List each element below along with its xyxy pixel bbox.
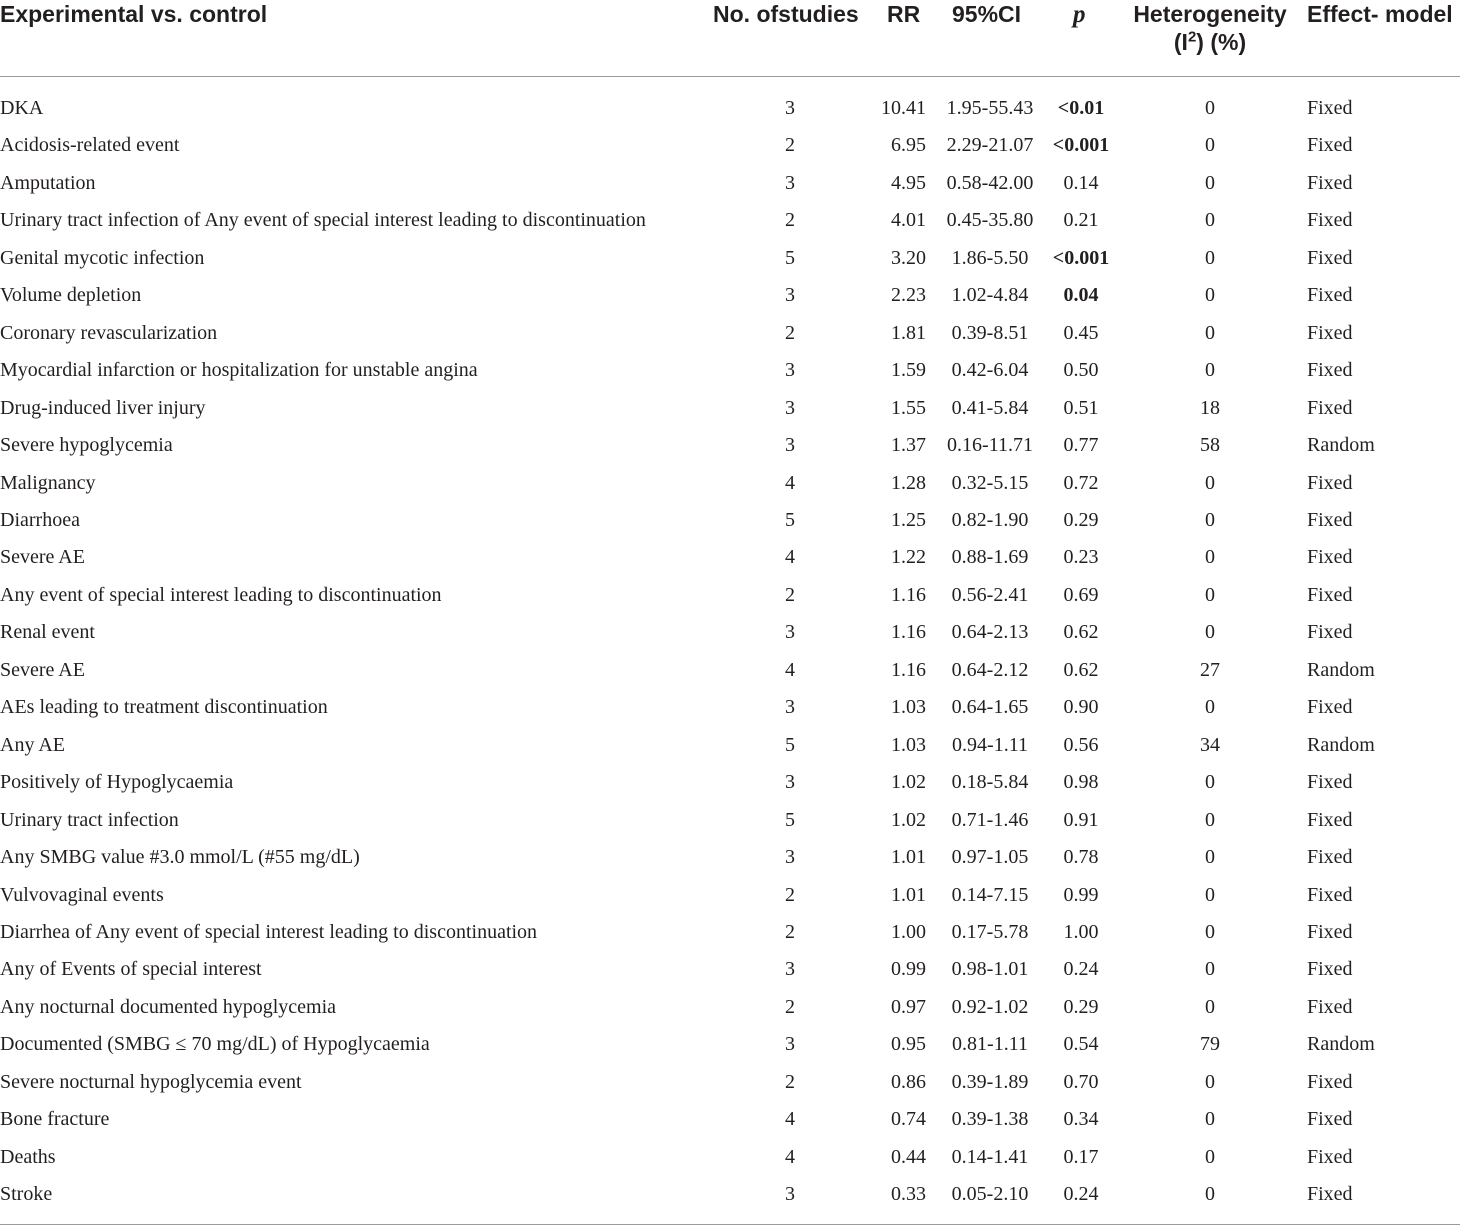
row-heterogeneity: 0 [1205, 696, 1215, 719]
row-studies: 3 [785, 621, 795, 644]
row-model: Fixed [1307, 546, 1353, 569]
row-ci: 0.32-5.15 [951, 471, 1029, 494]
row-heterogeneity: 18 [1200, 396, 1220, 419]
table-row [0, 358, 1460, 395]
row-p: 0.62 [1063, 621, 1099, 644]
table-row [0, 620, 1460, 657]
table-row [0, 770, 1460, 807]
row-studies: 5 [785, 733, 795, 756]
row-studies: 2 [785, 583, 795, 606]
row-ci: 0.58-42.00 [946, 171, 1034, 194]
row-model: Fixed [1307, 995, 1353, 1018]
row-studies: 3 [785, 434, 795, 457]
row-comparison: Renal event [0, 621, 95, 644]
row-comparison: Genital mycotic infection [0, 246, 205, 269]
row-model: Fixed [1307, 471, 1353, 494]
table-row [0, 396, 1460, 433]
row-studies: 2 [785, 995, 795, 1018]
table-row [0, 246, 1460, 283]
row-model: Fixed [1307, 920, 1353, 943]
row-ci: 0.39-1.89 [951, 1070, 1029, 1093]
row-studies: 4 [785, 471, 795, 494]
row-ci: 0.14-7.15 [951, 883, 1029, 906]
row-studies: 3 [785, 696, 795, 719]
row-heterogeneity: 0 [1205, 546, 1215, 569]
row-comparison: Any event of special interest leading to discontinuation [0, 583, 442, 606]
row-ci: 0.64-1.65 [951, 696, 1029, 719]
row-heterogeneity: 0 [1205, 1183, 1215, 1206]
row-model: Fixed [1307, 696, 1353, 719]
row-ci: 0.56-2.41 [951, 583, 1029, 606]
table-row [0, 1070, 1460, 1107]
row-comparison: Severe nocturnal hypoglycemia event [0, 1070, 302, 1093]
row-ci: 0.92-1.02 [951, 995, 1029, 1018]
row-ci: 1.86-5.50 [951, 246, 1029, 269]
row-p: 0.78 [1063, 846, 1099, 868]
row-p: 0.70 [1063, 1070, 1099, 1093]
row-p: 0.21 [1063, 209, 1099, 232]
row-rr: 6.95 [891, 134, 926, 157]
row-studies: 2 [785, 134, 795, 157]
header-heterogeneity [1128, 0, 1292, 56]
row-rr: 1.28 [891, 471, 926, 494]
row-model: Fixed [1307, 359, 1353, 382]
table-row [0, 171, 1460, 208]
row-comparison: DKA [0, 97, 44, 119]
table-row [0, 133, 1460, 170]
row-rr: 0.97 [891, 995, 926, 1018]
row-ci: 0.64-2.12 [951, 658, 1029, 681]
row-p: 0.56 [1063, 733, 1099, 756]
table-row [0, 208, 1460, 245]
row-p: 0.14 [1063, 171, 1099, 194]
header-model: Effect- model [1307, 1, 1453, 27]
row-ci: 0.39-8.51 [951, 321, 1029, 344]
table-row [0, 1182, 1460, 1219]
row-comparison: Acidosis-related event [0, 134, 180, 157]
row-rr: 10.41 [881, 97, 926, 119]
table-row [0, 508, 1460, 545]
row-rr: 1.01 [891, 846, 926, 868]
row-heterogeneity: 0 [1205, 846, 1215, 868]
row-p: 0.45 [1063, 321, 1099, 344]
row-comparison: Any SMBG value #3.0 mmol/L (#55 mg/dL) [0, 846, 360, 868]
row-heterogeneity: 0 [1205, 995, 1215, 1018]
row-studies: 3 [785, 846, 795, 868]
table-row [0, 658, 1460, 695]
row-heterogeneity: 0 [1205, 808, 1215, 831]
row-studies: 2 [785, 1070, 795, 1093]
row-rr: 2.23 [891, 284, 926, 307]
row-comparison: Diarrhea of Any event of special interest leading to discontinuation [0, 920, 538, 943]
row-comparison: Diarrhoea [0, 509, 80, 531]
header-studies: No. ofstudies [713, 1, 859, 27]
row-model: Fixed [1307, 246, 1353, 269]
row-model: Fixed [1307, 97, 1353, 119]
row-rr: 1.03 [891, 696, 926, 719]
row-ci: 0.41-5.84 [951, 396, 1029, 419]
row-ci: 0.97-1.05 [951, 846, 1029, 868]
row-rr: 4.95 [891, 171, 926, 194]
row-heterogeneity: 0 [1205, 321, 1215, 344]
row-heterogeneity: 0 [1205, 621, 1215, 644]
row-studies: 3 [785, 359, 795, 382]
row-heterogeneity: 0 [1205, 771, 1215, 794]
row-ci: 0.17-5.78 [951, 920, 1029, 943]
table-row [0, 471, 1460, 508]
row-model: Fixed [1307, 883, 1353, 906]
row-p: 0.24 [1063, 1183, 1099, 1206]
row-comparison: Malignancy [0, 471, 96, 494]
table-row [0, 957, 1460, 994]
row-p: 0.98 [1063, 771, 1099, 794]
row-heterogeneity: 0 [1205, 1070, 1215, 1093]
row-rr: 3.20 [891, 246, 926, 269]
row-model: Fixed [1307, 396, 1353, 419]
row-comparison: Urinary tract infection of Any event of special interest leading to discontinuation [0, 209, 646, 232]
row-comparison: Positively of Hypoglycaemia [0, 771, 234, 794]
row-p: 0.72 [1063, 471, 1099, 494]
row-studies: 2 [785, 920, 795, 943]
row-p: 0.04 [1063, 284, 1099, 307]
row-rr: 1.00 [891, 920, 926, 943]
row-p: 0.29 [1063, 995, 1099, 1018]
table-row [0, 733, 1460, 770]
table-row [0, 583, 1460, 620]
row-comparison: Amputation [0, 171, 96, 194]
table-row [0, 283, 1460, 320]
row-ci: 0.16-11.71 [947, 434, 1033, 457]
row-studies: 5 [785, 246, 795, 269]
header-rule [0, 76, 1460, 77]
table-row [0, 883, 1460, 920]
row-rr: 0.33 [891, 1183, 926, 1206]
row-studies: 3 [785, 284, 795, 307]
row-ci: 0.81-1.11 [952, 1033, 1028, 1056]
row-rr: 1.02 [891, 808, 926, 831]
table-row [0, 845, 1460, 882]
row-model: Fixed [1307, 583, 1353, 606]
row-rr: 1.16 [891, 583, 926, 606]
table-row [0, 920, 1460, 957]
row-studies: 2 [785, 209, 795, 232]
row-p: 0.54 [1063, 1033, 1099, 1056]
row-ci: 0.45-35.80 [946, 209, 1034, 232]
row-model: Random [1307, 1033, 1375, 1056]
row-rr: 1.01 [891, 883, 926, 906]
row-p: 1.00 [1063, 920, 1099, 943]
row-studies: 2 [785, 883, 795, 906]
row-rr: 1.59 [891, 359, 926, 382]
row-heterogeneity: 0 [1205, 883, 1215, 906]
row-rr: 1.16 [891, 621, 926, 644]
row-heterogeneity: 79 [1200, 1033, 1220, 1056]
row-ci: 0.39-1.38 [951, 1108, 1029, 1131]
row-studies: 4 [785, 1108, 795, 1131]
row-model: Fixed [1307, 621, 1353, 644]
row-model: Fixed [1307, 171, 1353, 194]
row-studies: 4 [785, 546, 795, 569]
row-ci: 1.95-55.43 [946, 97, 1034, 119]
row-model: Fixed [1307, 1070, 1353, 1093]
row-rr: 1.55 [891, 396, 926, 419]
row-ci: 0.88-1.69 [951, 546, 1029, 569]
row-studies: 5 [785, 808, 795, 831]
row-heterogeneity: 0 [1205, 171, 1215, 194]
row-rr: 1.16 [891, 658, 926, 681]
row-p: 0.34 [1063, 1108, 1099, 1131]
row-comparison: Stroke [0, 1183, 53, 1206]
row-comparison: Coronary revascularization [0, 321, 218, 344]
row-studies: 3 [785, 171, 795, 194]
row-heterogeneity: 0 [1205, 958, 1215, 981]
row-comparison: Volume depletion [0, 284, 142, 307]
row-model: Random [1307, 658, 1375, 681]
row-comparison: Any nocturnal documented hypoglycemia [0, 995, 337, 1018]
header-heterogeneity-line1: Heterogeneity [1133, 1, 1287, 27]
row-p: 0.23 [1063, 546, 1099, 569]
row-rr: 0.86 [891, 1070, 926, 1093]
table-row [0, 1032, 1460, 1069]
row-comparison: Severe AE [0, 546, 85, 569]
row-comparison: Severe hypoglycemia [0, 434, 173, 457]
row-heterogeneity: 0 [1205, 583, 1215, 606]
row-heterogeneity: 0 [1205, 97, 1215, 119]
row-p: 0.29 [1063, 509, 1099, 531]
row-p: 0.91 [1063, 808, 1099, 831]
row-rr: 1.81 [891, 321, 926, 344]
header-p [1073, 0, 1086, 29]
row-p: 0.17 [1063, 1145, 1099, 1168]
row-heterogeneity: 0 [1205, 284, 1215, 307]
row-p: 0.50 [1063, 359, 1099, 382]
row-p: 0.69 [1063, 583, 1099, 606]
row-studies: 4 [785, 658, 795, 681]
header-comparison: Experimental vs. control [0, 1, 268, 27]
row-studies: 3 [785, 771, 795, 794]
row-p: 0.99 [1063, 883, 1099, 906]
row-model: Fixed [1307, 1183, 1353, 1206]
table-row [0, 995, 1460, 1032]
row-comparison: Urinary tract infection [0, 808, 179, 831]
row-comparison: Drug-induced liver injury [0, 396, 206, 419]
row-model: Fixed [1307, 846, 1353, 868]
table-row [0, 433, 1460, 470]
header-ci: 95%CI [952, 1, 1022, 27]
row-model: Fixed [1307, 958, 1353, 981]
row-comparison: AEs leading to treatment discontinuation [0, 696, 328, 719]
row-model: Random [1307, 434, 1375, 457]
row-ci: 0.42-6.04 [951, 359, 1029, 382]
row-heterogeneity: 34 [1200, 733, 1220, 756]
row-model: Fixed [1307, 134, 1353, 157]
row-heterogeneity: 0 [1205, 509, 1215, 531]
row-studies: 3 [785, 97, 795, 119]
row-p: 0.90 [1063, 696, 1099, 719]
row-p: <0.01 [1057, 97, 1105, 119]
row-p: 0.62 [1063, 658, 1099, 681]
row-rr: 0.44 [891, 1145, 926, 1168]
row-rr: 0.74 [891, 1108, 926, 1131]
header-p-text: p [1073, 1, 1086, 28]
row-comparison: Severe AE [0, 658, 85, 681]
table-row [0, 808, 1460, 845]
row-rr: 1.37 [891, 434, 926, 457]
table-row [0, 1145, 1460, 1182]
row-heterogeneity: 58 [1200, 434, 1220, 457]
row-model: Fixed [1307, 771, 1353, 794]
row-comparison: Myocardial infarction or hospitalization for unstable angina [0, 359, 478, 382]
row-ci: 0.64-2.13 [951, 621, 1029, 644]
row-studies: 5 [785, 509, 795, 531]
row-p: <0.001 [1052, 134, 1110, 157]
table-row [0, 545, 1460, 582]
row-studies: 2 [785, 321, 795, 344]
row-model: Fixed [1307, 284, 1353, 307]
row-heterogeneity: 0 [1205, 209, 1215, 232]
row-model: Fixed [1307, 1108, 1353, 1131]
row-ci: 0.98-1.01 [951, 958, 1029, 981]
row-rr: 1.22 [891, 546, 926, 569]
row-comparison: Vulvovaginal events [0, 883, 164, 906]
row-heterogeneity: 0 [1205, 1145, 1215, 1168]
row-ci: 0.05-2.10 [951, 1183, 1029, 1206]
row-heterogeneity: 27 [1200, 658, 1220, 681]
row-model: Fixed [1307, 1145, 1353, 1168]
row-heterogeneity: 0 [1205, 246, 1215, 269]
row-comparison: Documented (SMBG ≤ 70 mg/dL) of Hypoglycaemia [0, 1033, 430, 1056]
row-comparison: Bone fracture [0, 1108, 110, 1131]
row-ci: 2.29-21.07 [946, 134, 1034, 157]
row-p: 0.77 [1063, 434, 1099, 457]
table-row [0, 695, 1460, 732]
row-studies: 3 [785, 1033, 795, 1056]
row-rr: 1.25 [891, 509, 926, 531]
row-comparison: Deaths [0, 1145, 56, 1168]
header-heterogeneity-line2: $(I^2)$ (%) [1173, 28, 1247, 55]
row-rr: 0.95 [891, 1033, 926, 1056]
row-comparison: Any AE [0, 733, 65, 756]
row-ci: 0.94-1.11 [952, 733, 1028, 756]
row-model: Fixed [1307, 808, 1353, 831]
row-studies: 4 [785, 1145, 795, 1168]
row-model: Fixed [1307, 509, 1353, 531]
row-model: Random [1307, 733, 1375, 756]
row-p: <0.001 [1052, 246, 1110, 269]
row-ci: 1.02-4.84 [951, 284, 1029, 307]
row-rr: 1.02 [891, 771, 926, 794]
row-model: Fixed [1307, 209, 1353, 232]
row-p: 0.51 [1063, 396, 1099, 419]
row-ci: 0.18-5.84 [951, 771, 1029, 794]
row-studies: 3 [785, 958, 795, 981]
bottom-rule [0, 1224, 1460, 1225]
table-row [0, 1107, 1460, 1144]
table-row [0, 96, 1460, 133]
row-heterogeneity: 0 [1205, 920, 1215, 943]
row-heterogeneity: 0 [1205, 359, 1215, 382]
row-rr: 0.99 [891, 958, 926, 981]
row-p: 0.24 [1063, 958, 1099, 981]
row-rr: 4.01 [891, 209, 926, 232]
row-heterogeneity: 0 [1205, 471, 1215, 494]
row-ci: 0.71-1.46 [951, 808, 1029, 831]
row-rr: 1.03 [891, 733, 926, 756]
table-row [0, 321, 1460, 358]
row-ci: 0.14-1.41 [951, 1145, 1029, 1168]
row-studies: 3 [785, 396, 795, 419]
row-model: Fixed [1307, 321, 1353, 344]
header-rr: RR [887, 1, 921, 27]
row-comparison: Any of Events of special interest [0, 958, 262, 981]
row-heterogeneity: 0 [1205, 134, 1215, 157]
row-studies: 3 [785, 1183, 795, 1206]
row-heterogeneity: 0 [1205, 1108, 1215, 1131]
row-ci: 0.82-1.90 [951, 509, 1029, 531]
